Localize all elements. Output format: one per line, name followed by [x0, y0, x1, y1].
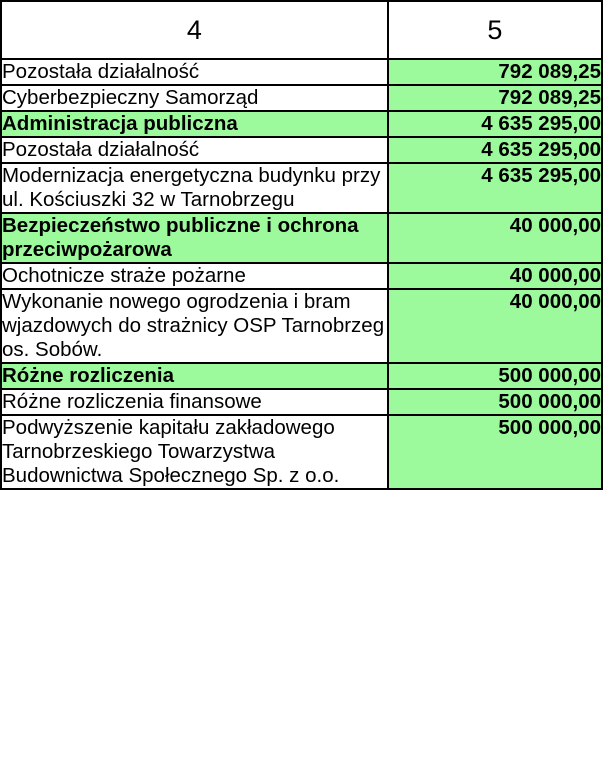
section-amount: 4 635 295,00 [388, 111, 602, 137]
table-row [1, 415, 602, 489]
table-row [1, 389, 602, 415]
table-row [1, 137, 602, 163]
row-amount: 500 000,00 [388, 389, 602, 415]
header-col-4: 4 [1, 1, 388, 59]
row-amount: 4 635 295,00 [388, 163, 602, 213]
header-col-5: 5 [388, 1, 602, 59]
table-row [1, 163, 602, 213]
row-name: Cyberbezpieczny Samorząd [1, 85, 388, 111]
row-amount: 40 000,00 [388, 263, 602, 289]
section-row [1, 363, 602, 389]
row-name: Wykonanie nowego ogrodzenia i bram wjazdowych do strażnicy OSP Tarnobrzeg os. Sobów. [1, 289, 388, 363]
row-name: Ochotnicze straże pożarne [1, 263, 388, 289]
row-name: Różne rozliczenia finansowe [1, 389, 388, 415]
section-name: Różne rozliczenia [1, 363, 388, 389]
table-row [1, 85, 602, 111]
table-row [1, 289, 602, 363]
table-row [1, 263, 602, 289]
table-row [1, 59, 602, 85]
section-amount: 500 000,00 [388, 363, 602, 389]
header-row [1, 1, 602, 59]
row-name: Podwyższenie kapitału zakładowego Tarnobrzeskiego Towarzystwa Budownictwa Społecznego Sp. z o.o. [1, 415, 388, 489]
section-name: Administracja publiczna [1, 111, 388, 137]
row-name: Modernizacja energetyczna budynku przy ul. Kościuszki 32 w Tarnobrzegu [1, 163, 388, 213]
section-name: Bezpieczeństwo publiczne i ochrona przeciwpożarowa [1, 213, 388, 263]
section-amount: 40 000,00 [388, 213, 602, 263]
section-row [1, 213, 602, 263]
row-name: Pozostała działalność [1, 137, 388, 163]
section-row [1, 111, 602, 137]
row-amount: 4 635 295,00 [388, 137, 602, 163]
row-name: Pozostała działalność [1, 59, 388, 85]
row-amount: 40 000,00 [388, 289, 602, 363]
row-amount: 792 089,25 [388, 59, 602, 85]
row-amount: 500 000,00 [388, 415, 602, 489]
row-amount: 792 089,25 [388, 85, 602, 111]
